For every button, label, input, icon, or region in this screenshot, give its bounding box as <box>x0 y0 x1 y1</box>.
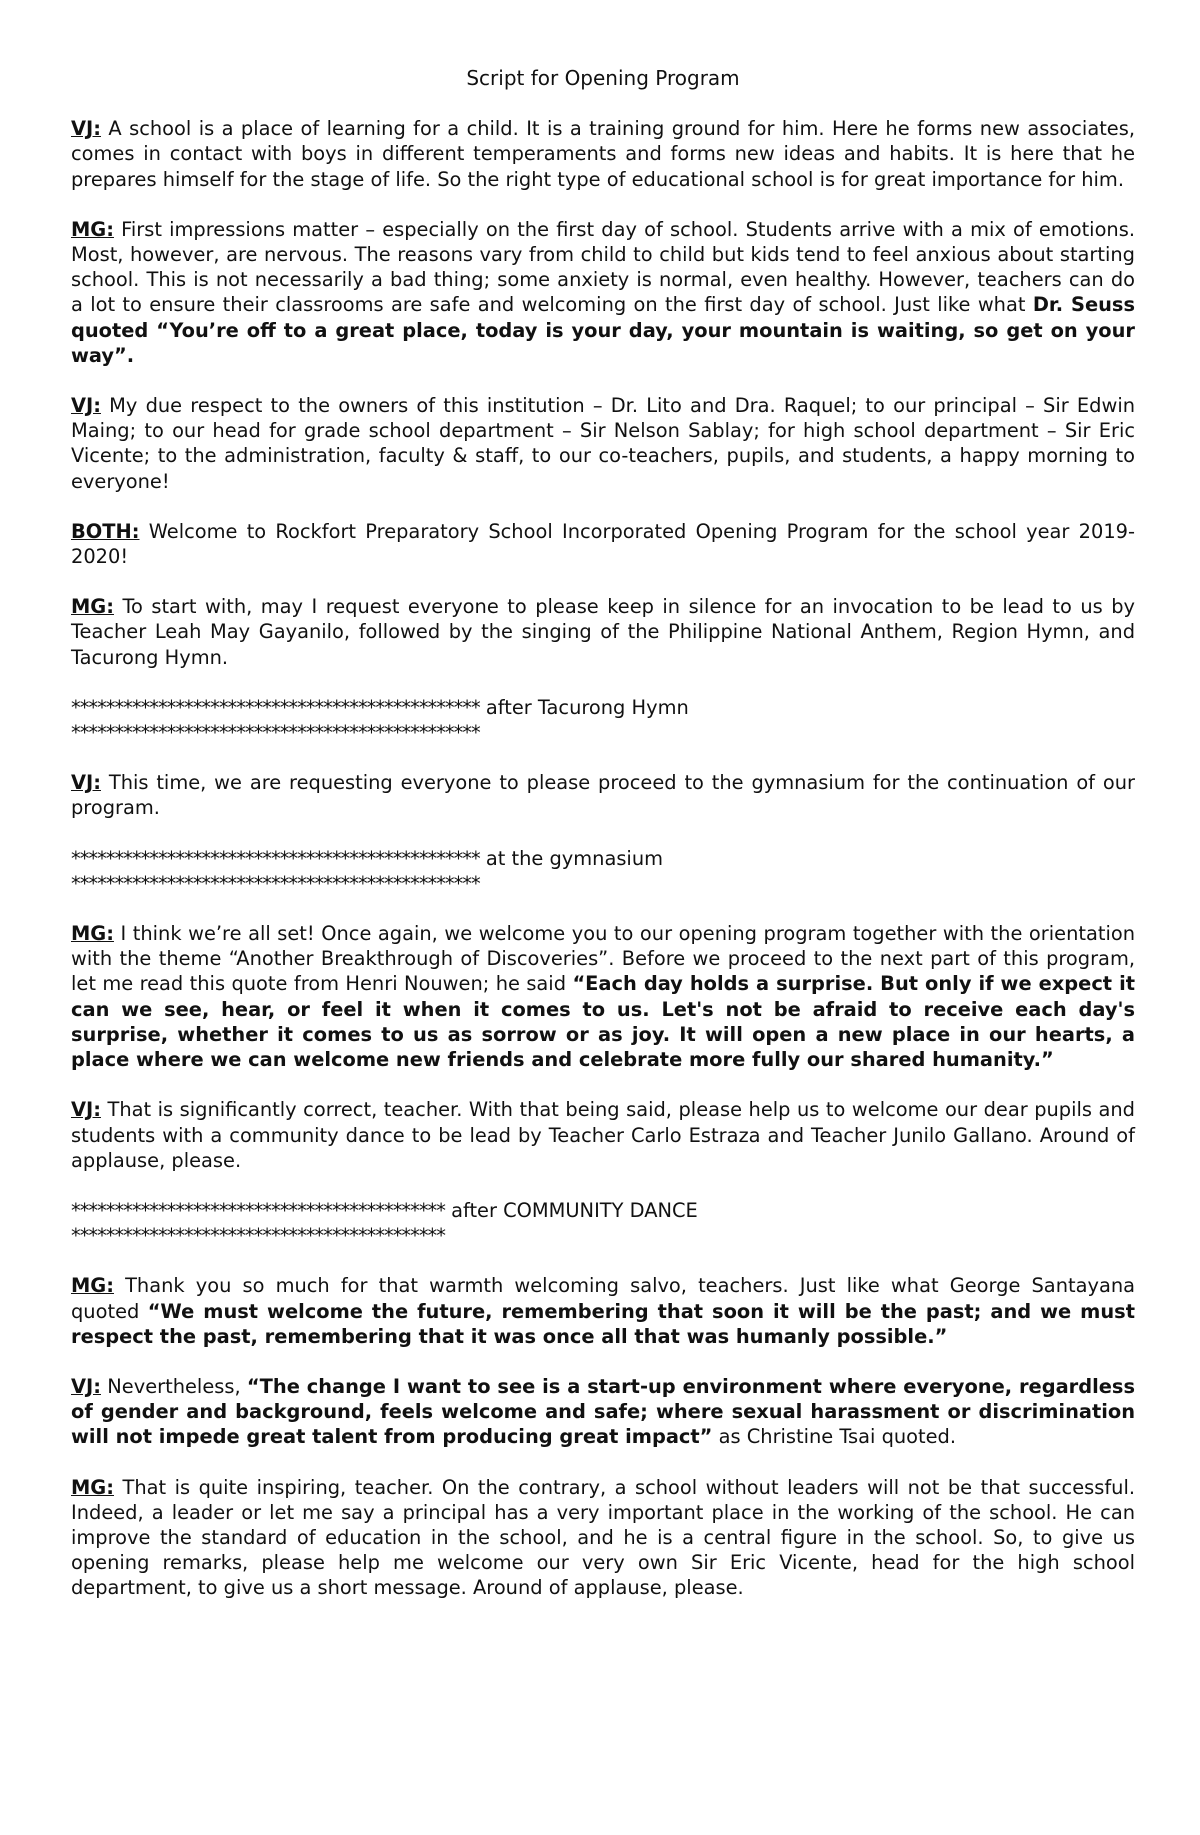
paragraph-mg-first-impressions <box>71 217 1135 368</box>
speaker-label: MG: <box>71 1475 114 1499</box>
paragraph-mg-thank-you <box>71 1273 1135 1349</box>
paragraph-vj-community-dance <box>71 1097 1135 1173</box>
paragraph-text: To start with, may I request everyone to please keep in silence for an invocation to be lead to us by Teacher Leah May Gayanilo, followed by the singing of the Philippine National Anthem, Region Hymn, and Tacurong Hymn. <box>71 595 1135 669</box>
paragraph-vj-intro <box>71 116 1135 192</box>
speaker-label: MG: <box>71 922 114 946</box>
separator-at-gymnasium <box>71 846 1135 896</box>
bold-quote: “The change I want to see is a start-up environment where everyone, regardless of gender and background, feels welcome and safe; where sexual harassment or discrimination will not impede great talent from producing great impact” <box>71 1374 1135 1449</box>
bold-quote: “Each day holds a surprise. But only if we expect it can we see, hear, or feel it when it comes to us. Let's not be afraid to receive each day's surprise, whether it comes to us as sorrow or as joy. It will open a new place in our hearts, a place where we can welcome new friends and celebrate more fully our shared humanity.” <box>71 972 1136 1072</box>
paragraph-text: First impressions matter – especially on the first day of school. Students arrive with a mix of emotions. Most, however, are nervous. The reasons vary from child to child but kids tend to feel anxious about starting school. This is not necessarily a bad thing; some anxiety is normal, even healthy. However, teachers can do a lot to ensure their classrooms are safe and welcoming on the first day of school. Just like what <box>71 217 1135 317</box>
paragraph-vj-nevertheless <box>71 1374 1135 1450</box>
stars-line: *********************************************** <box>71 695 480 719</box>
document-title: Script for Opening Program <box>466 66 740 90</box>
speaker-label: VJ: <box>71 117 101 141</box>
paragraph-text: Welcome to Rockfort Preparatory School Incorporated Opening Program for the school year 2019-2020! <box>71 519 1135 569</box>
speaker-label: MG: <box>71 217 114 241</box>
stars-line: *********************************************** <box>71 871 480 895</box>
paragraph-mg-all-set <box>71 921 1135 1072</box>
speaker-label: VJ: <box>71 771 101 795</box>
stars-line: *********************************************** <box>71 846 480 870</box>
paragraph-text: That is quite inspiring, teacher. On the contrary, a school without leaders will not be that successful. Indeed, a leader or let me say a principal has a very important place in the working of the school. He can improve the standard of education in the school, and he is a central figure in the school. So, to give us opening remarks, please help me welcome our very own Sir Eric Vicente, head for the high school department, to give us a short message. Around of applause, please. <box>71 1475 1135 1600</box>
paragraph-mg-opening-remarks <box>71 1475 1135 1601</box>
paragraph-text-tail: as Christine Tsai quoted. <box>712 1425 957 1449</box>
speaker-label: VJ: <box>71 1374 101 1398</box>
separator-note: after COMMUNITY DANCE <box>444 1198 698 1222</box>
paragraph-text: This time, we are requesting everyone to please proceed to the gymnasium for the continuation of our program. <box>71 771 1135 820</box>
speaker-label: MG: <box>71 1274 114 1298</box>
separator-note: after Tacurong Hymn <box>479 695 689 719</box>
paragraph-mg-invocation <box>71 594 1135 670</box>
stars-line: ******************************************* <box>71 1198 445 1222</box>
separator-after-community-dance <box>71 1198 1135 1248</box>
speaker-label: VJ: <box>71 394 101 418</box>
paragraph-vj-respect <box>71 393 1135 494</box>
speaker-label: MG: <box>71 595 114 619</box>
paragraph-vj-gymnasium <box>71 770 1135 820</box>
bold-quote: Dr. Seuss quoted “You’re off to a great place, today is your day, your mountain is waiting, so get on your way”. <box>71 293 1136 367</box>
paragraph-text: A school is a place of learning for a child. It is a training ground for him. Here he forms new associates, comes in contact with boys in different temperaments and forms new ideas and habits. It is here that he prepares himself for the stage of life. So the right type of educational school is for great importance for him. <box>71 117 1135 191</box>
paragraph-both-welcome <box>71 519 1135 569</box>
stars-line: ******************************************* <box>71 1224 445 1248</box>
separator-note: at the gymnasium <box>479 846 663 870</box>
speaker-label: VJ: <box>71 1098 101 1122</box>
bold-quote: “We must welcome the future, remembering that soon it will be the past; and we must respect the past, remembering that it was once all that was humanly possible.” <box>71 1299 1135 1348</box>
paragraph-text: I think we’re all set! Once again, we welcome you to our opening program together with the orientation with the theme “Another Breakthrough of Discoveries”. Before we proceed to the next part of this program, let me read this quote from Henri Nouwen; he said <box>71 922 1135 996</box>
document-page <box>71 66 1135 1626</box>
stars-line: *********************************************** <box>71 721 480 745</box>
paragraph-text: Thank you so much for that warmth welcoming salvo, teachers. Just like what George Santayana quoted <box>71 1274 1135 1323</box>
paragraph-text: That is significantly correct, teacher. With that being said, please help us to welcome our dear pupils and students with a community dance to be lead by Teacher Carlo Estraza and Teacher Junilo Gallano. Around of applause, please. <box>71 1098 1135 1172</box>
separator-after-tacurong-hymn <box>71 695 1135 745</box>
paragraph-text: My due respect to the owners of this institution – Dr. Lito and Dra. Raquel; to our principal – Sir Edwin Maing; to our head for grade school department – Sir Nelson Sablay; for high school department – Sir Eric Vicente; to the administration, faculty & staff, to our co-teachers, pupils, and students, a happy morning to everyone! <box>71 394 1135 493</box>
paragraph-text: Nevertheless, <box>100 1374 247 1398</box>
speaker-label: BOTH: <box>71 519 140 543</box>
